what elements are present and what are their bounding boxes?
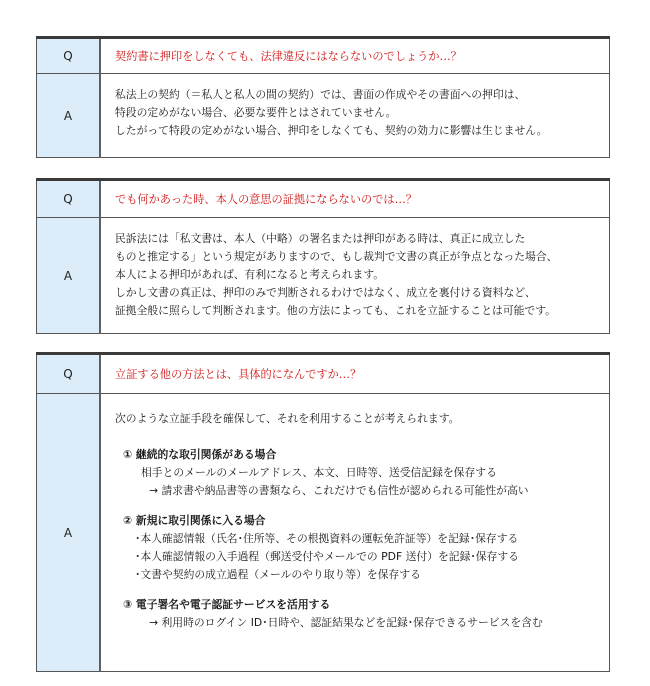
answer-line: 民訴法には「私文書は、本人（中略）の署名または押印がある時は、真正に成立した — [115, 232, 526, 245]
question-text: でも何かあった時、本人の意思の証拠にならないのでは…？ — [100, 180, 610, 218]
qa-block-3 — [36, 352, 610, 672]
section-line: ･本人確認情報（氏名･住所等、その根拠資料の運転免許証等）を記録･保存する — [135, 532, 519, 545]
q-label: Q — [37, 38, 101, 74]
section-heading: ① 継続的な取引関係がある場合 — [123, 448, 277, 461]
q-label: Q — [37, 180, 101, 218]
a-label: A — [37, 218, 101, 334]
section-line: → 請求書や納品書等の書類なら、これだけでも信性が認められる可能性が高い — [149, 484, 529, 497]
answer-line: したがって特段の定めがない場合、押印をしなくても、契約の効力に影響は生じません。 — [115, 124, 548, 137]
answer-line: 本人による押印があれば、有利になると考えられます。 — [115, 268, 385, 281]
section-heading: ② 新規に取引関係に入る場合 — [123, 514, 266, 527]
answer-line: 特段の定めがない場合、必要な要件とはされていません。 — [115, 106, 397, 119]
qa-block-1 — [36, 36, 610, 158]
answer-text — [100, 74, 610, 158]
a-label: A — [37, 394, 101, 672]
question-text: 立証する他の方法とは、具体的になんですか…？ — [100, 354, 610, 394]
answer-intro: 次のような立証手段を確保して、それを利用することが考えられます。 — [115, 412, 460, 425]
section-line: ･文書や契約の成立過程（メールのやり取り等）を保存する — [135, 568, 421, 581]
answer-line: 私法上の契約（＝私人と私人の間の契約）では、書面の作成やその書面への押印は、 — [115, 88, 526, 101]
question-text: 契約書に押印をしなくても、法律違反にはならないのでしょうか…？ — [100, 38, 610, 74]
answer-line: しかし文書の真正は、押印のみで判断されるわけではなく、成立を裏付ける資料など、 — [115, 286, 536, 299]
section-line: → 利用時のログイン ID･日時や、認証結果などを記録･保存できるサービスを含む — [149, 616, 543, 629]
answer-text — [100, 394, 610, 672]
section-heading: ③ 電子署名や電子認証サービスを活用する — [123, 598, 331, 611]
answer-line: ものと推定する」という規定がありますので、もし裁判で文書の真正が争点となった場合、 — [115, 250, 558, 263]
q-label: Q — [37, 354, 101, 394]
answer-line: 証拠全般に照らして判断されます。他の方法によっても、これを立証することは可能です。 — [115, 304, 556, 317]
section-line: 相手とのメールのメールアドレス、本文、日時等、送受信記録を保存する — [141, 466, 497, 479]
a-label: A — [37, 74, 101, 158]
section-line: ･本人確認情報の入手過程（郵送受付やメールでの PDF 送付）を記録･保存する — [135, 550, 519, 563]
answer-text — [100, 218, 610, 334]
qa-block-2 — [36, 178, 610, 334]
